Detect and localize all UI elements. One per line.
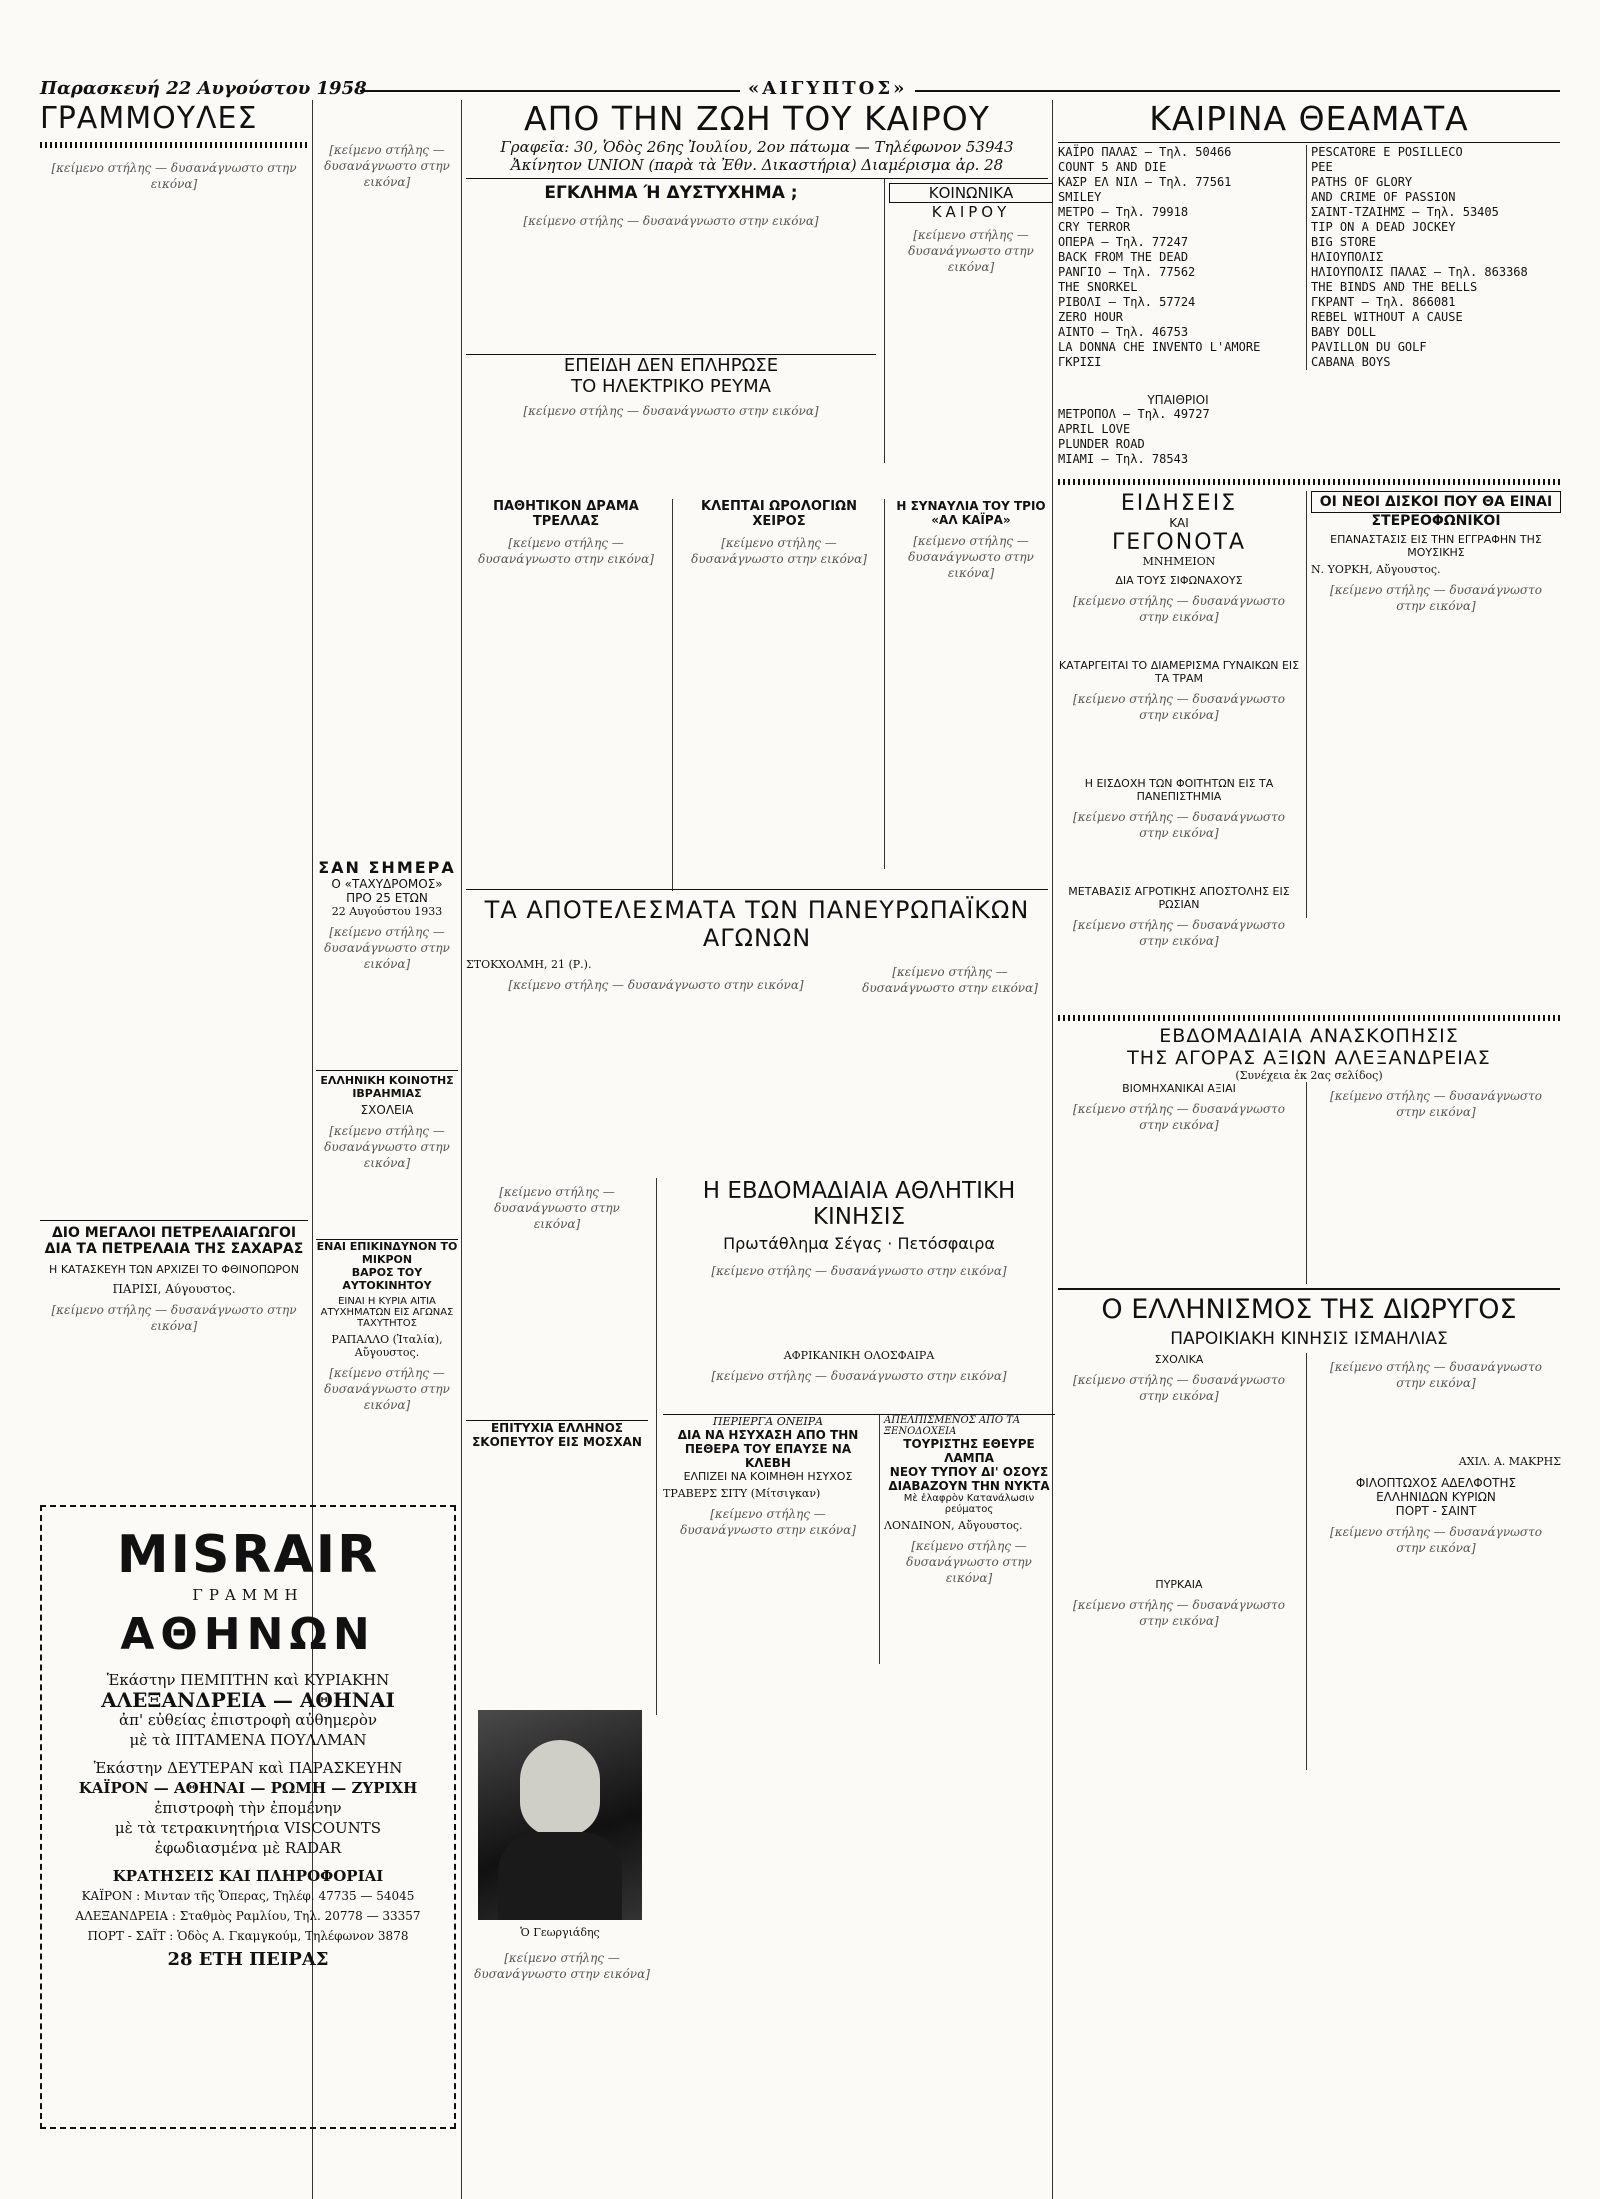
article-body: [κείμενο στήλης — δυσανάγνωστο στην εικόνα] (474, 1951, 650, 1981)
cinema-entry: ΜΙΑΜΙ — Τηλ. 78543 (1058, 452, 1189, 466)
cinema-entry: PLUNDER ROAD (1058, 437, 1145, 451)
article-body: [κείμενο στήλης — δυσανάγνωστο στην εικόνα] (51, 1303, 297, 1333)
cinema-entry: PATHS OF GLORY (1311, 175, 1413, 189)
dateline: ΡΑΠΑΛΛΟ (Ἰταλία), Αὔγουστος. (331, 1333, 443, 1359)
headline: ΕΒΔΟΜΑΔΙΑΙΑ ΑΝΑΣΚΟΠΗΣΙΣ (1159, 1025, 1459, 1047)
masthead-rule (360, 90, 1560, 92)
article-body: [κείμενο στήλης — δυσανάγνωστο στην εικόνα] (1330, 583, 1542, 613)
article-body: [κείμενο στήλης — δυσανάγνωστο στην εικόνα] (478, 536, 654, 566)
column-title: ΓΡΑΜΜΟΥΛΕΣ (40, 101, 258, 136)
cinema-entry: AND CRIME OF PASSION (1311, 190, 1456, 204)
article-body: [κείμενο στήλης — δυσανάγνωστο στην εικόνα] (51, 161, 297, 191)
cinema-entry: ΑΙΝΤΟ — Τηλ. 46753 (1058, 325, 1189, 339)
article-body: [κείμενο στήλης — δυσανάγνωστο στην εικόνα] (508, 978, 804, 992)
cinema-entry: ΡΙΒΟΛΙ — Τηλ. 57724 (1058, 295, 1196, 309)
news-title: ΕΙΔΗΣΕΙΣ (1120, 491, 1238, 516)
cinema-entry: ΜΕΤΡΟΠΟΛ — Τηλ. 49727 (1058, 407, 1210, 421)
subheadline: ΣΧΟΛΕΙΑ (360, 1103, 414, 1117)
column-1 (40, 100, 308, 1488)
photo-caption: Ὁ Γεωργιάδης (520, 1926, 600, 1939)
ad-text: ΚΑΪΡΟΝ — ΑΘΗΝΑΙ — ΡΩΜΗ — ΖΥΡΙΧΗ (78, 1779, 418, 1797)
headline: ΔΙΑ ΤΑ ΠΕΤΡΕΛΑΙΑ ΤΗΣ ΣΑΧΑΡΑΣ (44, 1241, 304, 1257)
headline: ΕΛΛΗΝΙΔΩΝ ΚΥΡΙΩΝ (1376, 1490, 1496, 1504)
cinema-entry: ΣΑΙΝΤ-ΤΖΑΙΗΜΣ — Τηλ. 53405 (1311, 205, 1499, 219)
section-title: ΚΑΙΡΙΝΑ ΘΕΑΜΑΤΑ (1149, 99, 1469, 138)
ad-text: Ἑκάστην ΠΕΜΠΤΗΝ καὶ ΚΥΡΙΑΚΗΝ (106, 1671, 390, 1689)
article-body: [κείμενο στήλης — δυσανάγνωστο στην εικόνα] (1073, 810, 1285, 840)
subheadline: ΕΙΝΑΙ Η ΚΥΡΙΑ ΑΙΤΙΑ ΑΤΥΧΗΜΑΤΩΝ ΕΙΣ ΑΓΩΝΑΣ ΤΑΧΥΤΗΤΟΣ (320, 1296, 454, 1329)
headline: ΔΙΟ ΜΕΓΑΛΟΙ ΠΕΤΡΕΛΑΙΑΓΩΓΟΙ (51, 1225, 297, 1241)
article-body: [κείμενο στήλης — δυσανάγνωστο στην εικόνα] (1330, 1360, 1542, 1390)
cinema-entry: SMILEY (1058, 190, 1102, 204)
cinema-entry: ΚΑΣΡ ΕΛ ΝΙΛ — Τηλ. 77561 (1058, 175, 1232, 189)
address: Ἀκίνητον UNION (παρὰ τὰ Ἐθν. Δικαστήρια) Διαμέρισμα ἀρ. 28 (510, 156, 1004, 174)
cinema-entry: BACK FROM THE DEAD (1058, 250, 1189, 264)
ad-line: ΓΡΑΜΜΗ (192, 1586, 304, 1604)
dateline: ΠΑΡΙΣΙ, Αύγουστος. (112, 1282, 236, 1296)
headline: «ΑΛ ΚΑΪΡΑ» (931, 513, 1011, 527)
headline: ΕΝΑΙ ΕΠΙΚΙΝΔΥΝΟΝ ΤΟ ΜΙΚΡΟΝ (316, 1240, 458, 1266)
cinema-entry: BABY DOLL (1311, 325, 1377, 339)
cinema-entry: APRIL LOVE (1058, 422, 1131, 436)
right-section (1058, 100, 1560, 1823)
headline: ΦΙΛΟΠΤΩΧΟΣ ΑΔΕΛΦΟΤΗΣ (1355, 1476, 1517, 1490)
paper-name: «ΑΙΓΥΠΤΟΣ» (740, 78, 915, 99)
headline: ΟΙ ΝΕΟΙ ΔΙΣΚΟΙ ΠΟΥ ΘΑ ΕΙΝΑΙ (1311, 491, 1561, 513)
column-2 (316, 100, 458, 1521)
cinema-entry: PESCATORE E POSILLECO (1311, 145, 1463, 159)
section-title: ΑΠΟ ΤΗΝ ΖΩΗ ΤΟΥ ΚΑΙΡΟΥ (524, 99, 990, 138)
kicker: ΑΠΕΛΠΙΣΜΕΝΟΣ ΑΠΟ ΤΑ ΞΕΝΟΔΟΧΕΙΑ (884, 1415, 1021, 1437)
issue-date: Παρασκευή 22 Αυγούστου 1958 (40, 78, 367, 99)
headline: ΠΡΟ 25 ΕΤΩΝ (346, 891, 428, 905)
title-rule (40, 142, 308, 148)
ad-text: 28 ΕΤΗ ΠΕΙΡΑΣ (167, 1949, 329, 1970)
article-body: [κείμενο στήλης — δυσανάγνωστο στην εικόνα] (1330, 1525, 1542, 1555)
article-body: [κείμενο στήλης — δυσανάγνωστο στην εικόνα] (691, 536, 867, 566)
headline: ΔΙΑΒΑΖΟΥΝ ΤΗΝ ΝΥΚΤΑ (888, 1479, 1050, 1493)
headline: ΔΙΑ ΝΑ ΗΣΥΧΑΣΗ ΑΠΟ ΤΗΝ (677, 1428, 859, 1442)
cinema-entry: REBEL WITHOUT A CAUSE (1311, 310, 1463, 324)
article-body: [κείμενο στήλης — δυσανάγνωστο στην εικόνα] (324, 925, 450, 971)
headline: ΤΗΣ ΑΓΟΡΑΣ ΑΞΙΩΝ ΑΛΕΞΑΝΔΡΕΙΑΣ (1127, 1047, 1491, 1069)
headline: ΚΛΕΠΤΑΙ ΩΡΟΛΟΓΙΩΝ ΧΕΙΡΟΣ (701, 499, 857, 529)
ad-text: Ἑκάστην ΔΕΥΤΕΡΑΝ καὶ ΠΑΡΑΣΚΕΥΗΝ (93, 1759, 403, 1777)
article-body: [κείμενο στήλης — δυσανάγνωστο στην εικόνα] (1073, 918, 1285, 948)
face-shape (520, 1740, 600, 1836)
news-item-title: Η ΕΙΣΔΟΧΗ ΤΩΝ ΦΟΙΤΗΤΩΝ ΕΙΣ ΤΑ ΠΑΝΕΠΙΣΤΗΜΙΑ (1084, 777, 1274, 803)
headline: Ο «ΤΑΧΥΔΡΟΜΟΣ» (331, 877, 443, 891)
subheadline: Πρωτάθλημα Σέγας · Πετόσφαιρα (723, 1234, 995, 1253)
subheading: ΥΠΑΙΘΡΙΟΙ (1147, 393, 1209, 407)
article-body: [κείμενο στήλης — δυσανάγνωστο στην εικόνα] (494, 1185, 620, 1231)
news-sub: ΜΝΗΜΕΙΟΝ (1142, 555, 1216, 568)
subheadline: ΠΑΡΟΙΚΙΑΚΗ ΚΙΝΗΣΙΣ ΙΣΜΑΗΛΙΑΣ (1170, 1329, 1448, 1349)
cinema-entry: CABANA BOYS (1311, 355, 1391, 369)
ad-text: ΑΛΕΞΑΝΔΡΕΙΑ : Σταθμὸς Ραμλίου, Τηλ. 20778 — 33357 (75, 1909, 421, 1923)
article-body: [κείμενο στήλης — δυσανάγνωστο στην εικόνα] (324, 143, 450, 189)
cinema-entry: PAVILLON DU GOLF (1311, 340, 1427, 354)
cinema-entry: THE SNORKEL (1058, 280, 1138, 294)
headline: ΚΟΙΝΩΝΙΚΑ (889, 183, 1053, 203)
center-section (466, 100, 1048, 1698)
portrait-photo (478, 1710, 642, 1920)
section-label: ΣΧΟΛΙΚΑ (1154, 1353, 1204, 1366)
headline: ΣΚΟΠΕΥΤΟΥ ΕΙΣ ΜΟΣΧΑΝ (472, 1435, 642, 1449)
news-item-title: ΔΙΑ ΤΟΥΣ ΣΙΦΩΝΑΧΟΥΣ (1115, 574, 1243, 587)
headline: ΕΓΚΛΗΜΑ Ή ΔΥΣΤΥΧΗΜΑ ; (544, 183, 798, 203)
cinema-entry: ΟΠΕΡΑ — Τηλ. 77247 (1058, 235, 1189, 249)
cinema-entry: THE BINDS AND THE BELLS (1311, 280, 1478, 294)
subheadline: (Συνέχεια ἐκ 2ας σελίδος) (1235, 1069, 1383, 1082)
article-body: [κείμενο στήλης — δυσανάγνωστο στην εικόνα] (1073, 1598, 1285, 1628)
headline: Η ΣΥΝΑΥΛΙΑ ΤΟΥ ΤΡΙΟ (896, 499, 1046, 513)
address: Γραφεῖα: 30, Ὁδὸς 26ης Ἰουλίου, 2ον πάτωμα — Τηλέφωνον 53943 (500, 138, 1014, 156)
headline: ΕΛΛΗΝΙΚΗ ΚΟΙΝΟΤΗΣ ΙΒΡΑΗΜΙΑΣ (320, 1074, 454, 1100)
article-body: [κείμενο στήλης — δυσανάγνωστο στην εικόνα] (1073, 594, 1285, 624)
cinema-entry: LA DONNA CHE INVENTO L'AMORE (1058, 340, 1261, 354)
section-label: ΒΙΟΜΗΧΑΝΙΚΑΙ ΑΞΙΑΙ (1122, 1082, 1236, 1095)
signature: ΑΧΙΛ. Α. ΜΑΚΡΗΣ (1458, 1455, 1561, 1468)
article-body: [κείμενο στήλης — δυσανάγνωστο στην εικόνα] (1073, 1102, 1285, 1132)
ad-city: ΑΘΗΝΩΝ (120, 1609, 376, 1660)
article-body: [κείμενο στήλης — δυσανάγνωστο στην εικόνα] (523, 404, 819, 418)
news-item-title: ΜΕΤΑΒΑΣΙΣ ΑΓΡΟΤΙΚΗΣ ΑΠΟΣΤΟΛΗΣ ΕΙΣ ΡΩΣΙΑΝ (1068, 885, 1290, 911)
subheadline: Μὲ ἐλαφρὸν Κατανάλωσιν ρεύματος (903, 1493, 1035, 1515)
column-rule (461, 100, 462, 2199)
dotted-rule (1058, 1015, 1560, 1021)
headline: Η ΕΒΔΟΜΑΔΙΑΙΑ ΑΘΛΗΤΙΚΗ ΚΙΝΗΣΙΣ (702, 1178, 1016, 1230)
cinema-entry: TIP ON A DEAD JOCKEY (1311, 220, 1456, 234)
article-body: [κείμενο στήλης — δυσανάγνωστο στην εικόνα] (862, 965, 1038, 995)
ad-text: ἐπιστροφὴ τὴν ἐπομένην (154, 1799, 342, 1817)
headline: ΠΟΡΤ - ΣΑΙΝΤ (1395, 1504, 1477, 1518)
cinema-entry: ΓΚΡΙΣΙ (1058, 355, 1102, 369)
headline: Ο ΕΛΛΗΝΙΣΜΟΣ ΤΗΣ ΔΙΩΡΥΓΟΣ (1101, 1294, 1517, 1325)
article-body: [κείμενο στήλης — δυσανάγνωστο στην εικόνα] (324, 1124, 450, 1170)
cinema-listing-open-air (1058, 407, 1298, 467)
dateline: 22 Αυγούστου 1933 (331, 905, 443, 918)
cinema-entry: ΓΚΡΑΝΤ — Τηλ. 866081 (1311, 295, 1456, 309)
banner-headline: ΤΑ ΑΠΟΤΕΛΕΣΜΑΤΑ ΤΩΝ ΠΑΝΕΥΡΩΠΑΪΚΩΝ ΑΓΩΝΩΝ (484, 896, 1030, 952)
ad-text: ἐφωδιασμένα μὲ RADAR (154, 1839, 342, 1857)
news-title: ΓΕΓΟΝΟΤΑ (1112, 530, 1246, 555)
article-body: [κείμενο στήλης — δυσανάγνωστο στην εικόνα] (1073, 692, 1285, 722)
article-body: [κείμενο στήλης — δυσανάγνωστο στην εικόνα] (906, 1539, 1032, 1585)
cinema-entry: ΜΕΤΡΟ — Τηλ. 79918 (1058, 205, 1189, 219)
divider (1058, 1288, 1560, 1290)
cinema-entry: COUNT 5 AND DIE (1058, 160, 1167, 174)
ad-brand: MISRAIR (116, 1525, 380, 1585)
subheadline: ΕΛΠΙΖΕΙ ΝΑ ΚΟΙΜΗΘΗ ΗΣΥΧΟΣ (683, 1470, 853, 1483)
section-label: ΑΦΡΙΚΑΝΙΚΗ ΟΛΟΣΦΑΙΡΑ (783, 1349, 935, 1362)
headline: ΤΟ ΗΛΕΚΤΡΙΚΟ ΡΕΥΜΑ (571, 376, 771, 397)
cinema-entry: BIG STORE (1311, 235, 1377, 249)
article-body: [κείμενο στήλης — δυσανάγνωστο στην εικόνα] (711, 1369, 1007, 1383)
article-body: [κείμενο στήλης — δυσανάγνωστο στην εικόνα] (908, 534, 1034, 580)
ad-text: ἀπ' εὐθείας ἐπιστροφὴ αὐθημερὸν (119, 1711, 377, 1729)
cinema-listing-right (1306, 145, 1561, 370)
dateline: ΣΤΟΚΧΟΛΜΗ, 21 (Ρ.). (466, 958, 592, 971)
cinema-entry: ΗΛΙΟΥΠΟΛΙΣ ΠΑΛΑΣ — Τηλ. 863368 (1311, 265, 1528, 279)
article-body: [κείμενο στήλης — δυσανάγνωστο στην εικόνα] (324, 1366, 450, 1412)
news-item-title: ΚΑΤΑΡΓΕΙΤΑΙ ΤΟ ΔΙΑΜΕΡΙΣΜΑ ΓΥΝΑΙΚΩΝ ΕΙΣ ΤΑ ΤΡΑΜ (1058, 659, 1300, 685)
headline: ΕΠΙΤΥΧΙΑ ΕΛΛΗΝΟΣ (490, 1421, 624, 1435)
article-body: [κείμενο στήλης — δυσανάγνωστο στην εικόνα] (1073, 1373, 1285, 1403)
headline: ΝΕΟΥ ΤΥΠΟΥ ΔΙ' ΟΣΟΥΣ (889, 1465, 1049, 1479)
cinema-listing-left (1058, 145, 1298, 370)
cinema-entry: PEE (1311, 160, 1333, 174)
news-title: ΚΑΙ (1169, 516, 1189, 530)
article-body: [κείμενο στήλης — δυσανάγνωστο στην εικόνα] (908, 228, 1034, 274)
cinema-entry: CRY TERROR (1058, 220, 1131, 234)
cinema-entry: ΡΑΝΓΙΟ — Τηλ. 77562 (1058, 265, 1196, 279)
shoulders-shape (498, 1832, 622, 1920)
article-body: [κείμενο στήλης — δυσανάγνωστο στην εικόνα] (711, 1264, 1007, 1278)
dateline: Ν. ΥΟΡΚΗ, Αὔγουστος. (1311, 563, 1441, 576)
headline: ΚΑΙΡΟΥ (931, 203, 1011, 221)
section-label: ΠΥΡΚΑΙΑ (1155, 1578, 1203, 1591)
headline: ΤΟΥΡΙΣΤΗΣ ΕΘΕΥΡΕ ΛΑΜΠΑ (903, 1437, 1035, 1465)
kicker: ΠΕΡΙΕΡΓΑ ΟΝΕΙΡΑ (712, 1415, 824, 1428)
subheadline: ΕΠΑΝΑΣΤΑΣΙΣ ΕΙΣ ΤΗΝ ΕΓΓΡΑΦΗΝ ΤΗΣ ΜΟΥΣΙΚΗΣ (1330, 533, 1542, 559)
dateline: ΤΡΑΒΕΡΣ ΣΙΤΥ (Μίτσιγκαν) (663, 1487, 821, 1500)
ad-text: ΠΟΡΤ - ΣΑΪΤ : Ὁδὸς Α. Γκαμγκούμ, Τηλέφωνον 3878 (87, 1929, 409, 1943)
divider (40, 1220, 308, 1221)
article-body: [κείμενο στήλης — δυσανάγνωστο στην εικόνα] (523, 214, 819, 228)
ad-text: μὲ τὰ τετρακινητήρια VISCOUNTS (114, 1819, 382, 1837)
ad-text: ΚΑΪΡΟΝ : Μινταν τῆς Ὄπερας, Τηλέφ. 47735 — 54045 (81, 1889, 415, 1903)
cinema-entry: ZERO HOUR (1058, 310, 1124, 324)
headline: ΠΑΘΗΤΙΚΟΝ ΔΡΑΜΑ ΤΡΕΛΛΑΣ (493, 499, 639, 529)
dateline: ΛΟΝΔΙΝΟΝ, Αὔγουστος. (884, 1519, 1023, 1532)
cinema-entry: ΚΑΪΡΟ ΠΑΛΑΣ — Τηλ. 50466 (1058, 145, 1232, 159)
headline: ΒΑΡΟΣ ΤΟΥ ΑΥΤΟΚΙΝΗΤΟΥ (342, 1266, 432, 1292)
subheadline: Η ΚΑΤΑΣΚΕΥΗ ΤΩΝ ΑΡΧΙΖΕΙ ΤΟ ΦΘΙΝΟΠΩΡΟΝ (49, 1263, 299, 1276)
misrair-advertisement (40, 1505, 456, 2129)
cinema-entry: ΗΛΙΟΥΠΟΛΙΣ (1311, 250, 1384, 264)
article-body: [κείμενο στήλης — δυσανάγνωστο στην εικόνα] (1330, 1089, 1542, 1119)
ad-text: ΚΡΑΤΗΣΕΙΣ ΚΑΙ ΠΛΗΡΟΦΟΡΙΑΙ (112, 1867, 384, 1885)
headline: ΕΠΕΙΔΗ ΔΕΝ ΕΠΛΗΡΩΣΕ (563, 355, 779, 376)
dotted-rule (1058, 479, 1560, 485)
article-body: [κείμενο στήλης — δυσανάγνωστο στην εικόνα] (680, 1507, 856, 1537)
ad-text: ΑΛΕΞΑΝΔΡΕΙΑ — ΑΘΗΝΑΙ (101, 1688, 395, 1712)
headline: ΠΕΘΕΡΑ ΤΟΥ ΕΠΑΥΣΕ ΝΑ ΚΛΕΒΗ (684, 1442, 852, 1470)
ad-text: μὲ τὰ ΙΠΤΑΜΕΝΑ ΠΟΥΛΛΜΑΝ (129, 1731, 367, 1749)
headline: ΣΤΕΡΕΟΦΩΝΙΚΟΙ (1371, 513, 1501, 529)
section-title: ΣΑΝ ΣΗΜΕΡΑ (318, 858, 456, 877)
